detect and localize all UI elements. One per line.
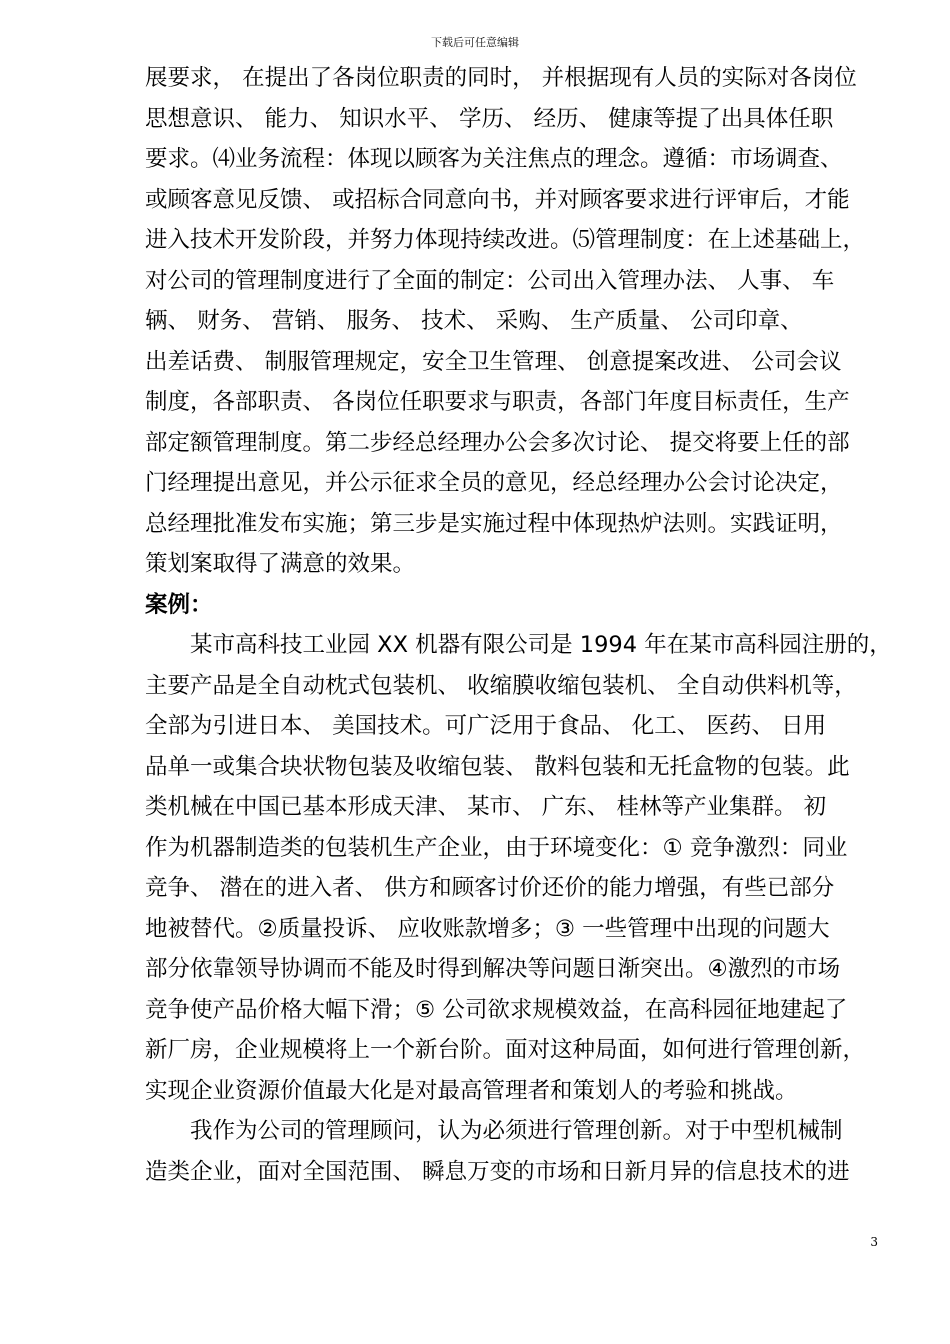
paragraph-first-line: 某市高科技工业园 XX 机器有限公司是 1994 年在某市高科园注册的，	[190, 632, 892, 658]
text-line: 作为机器制造类的包装机生产企业，由于环境变化：① 竞争激烈：同业	[145, 834, 848, 861]
text-line: 总经理批准发布实施；第三步是实施过程中体现热炉法则。实践证明，	[145, 510, 843, 537]
text-line: 出差话费、 制服管理规定，安全卫生管理、 创意提案改进、 公司会议	[145, 348, 842, 375]
page-header: 下载后可任意编辑	[431, 36, 519, 49]
text-line: 竞争、 潜在的进入者、 供方和顾客讨价还价的能力增强，有些已部分	[145, 875, 835, 901]
text-line: 全部为引进日本、 美国技术。可广泛用于食品、 化工、 医药、 日用	[145, 713, 827, 739]
text-line: 类机械在中国已基本形成天津、 某市、 广东、 桂林等产业集群。 初	[145, 794, 827, 820]
text-line: 或顾客意见反馈、 或招标合同意向书，并对顾客要求进行评审后，才能	[145, 186, 850, 213]
text-line: 进入技术开发阶段，并努力体现持续改进。⑸管理制度：在上述基础上，	[145, 227, 866, 253]
text-line: 部定额管理制度。第二步经总经理办公会多次讨论、 提交将要上任的部	[145, 429, 850, 456]
text-line: 造类企业，面对全国范围、 瞬息万变的市场和日新月异的信息技术的进	[145, 1158, 850, 1185]
page-number: 3	[870, 1235, 878, 1249]
text-line: 辆、 财务、 营销、 服务、 技术、 采购、 生产质量、 公司印章、	[145, 308, 803, 334]
paragraph-first-line: 我作为公司的管理顾问，认为必须进行管理创新。对于中型机械制	[190, 1118, 843, 1144]
text-line: 展要求， 在提出了各岗位职责的同时， 并根据现有人员的实际对各岗位	[145, 65, 857, 91]
text-line: 部分依靠领导协调而不能及时得到解决等问题日渐突出。④激烈的市场	[145, 956, 841, 982]
body-text	[145, 58, 892, 1192]
text-line: 要求。⑷业务流程：体现以顾客为关注焦点的理念。遵循：市场调查、	[145, 146, 843, 172]
text-line: 品单一或集合块状物包装及收缩包装、 散料包装和无托盒物的包装。此	[145, 753, 850, 780]
text-line: 地被替代。②质量投诉、 应收账款增多；③ 一些管理中出现的问题大	[145, 915, 830, 942]
text-line: 制度，各部职责、 各岗位任职要求与职责，各部门年度目标责任，生产	[145, 389, 850, 415]
text-line: 门经理提出意见，并公示征求全员的意见，经总经理办公会讨论决定，	[145, 470, 843, 496]
text-line: 思想意识、 能力、 知识水平、 学历、 经历、 健康等提了出具体任职	[145, 105, 834, 132]
section-heading: 案例：	[145, 591, 213, 618]
text-line: 竞争使产品价格大幅下滑；⑤ 公司欲求规模效益，在高科园征地建起了	[145, 996, 848, 1023]
text-line: 实现企业资源价值最大化是对最高管理者和策划人的考验和挑战。	[145, 1077, 798, 1104]
text-line: 对公司的管理制度进行了全面的制定：公司出入管理办法、 人事、 车	[145, 267, 835, 294]
text-line: 新厂房，企业规模将上一个新台阶。面对这种局面，如何进行管理创新，	[145, 1037, 866, 1063]
text-line: 主要产品是全自动枕式包装机、 收缩膜收缩包装机、 全自动供料机等，	[145, 672, 857, 699]
text-line: 策划案取得了满意的效果。	[145, 551, 416, 577]
